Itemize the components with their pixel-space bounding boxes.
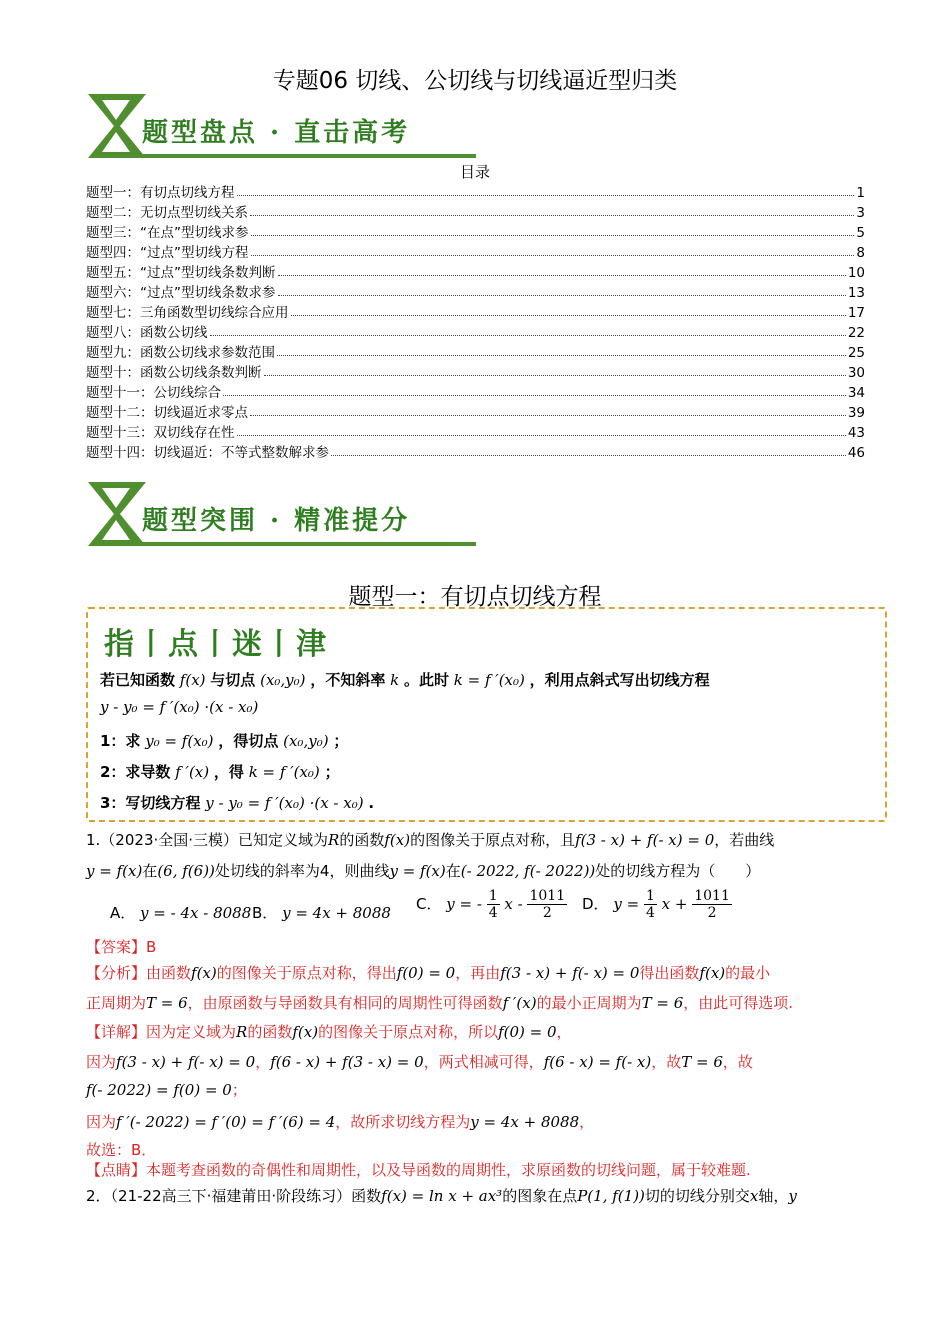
text: ， xyxy=(255,1053,271,1071)
section-title: 题型一：有切点切线方程 xyxy=(348,584,602,610)
toc-entry-label: 题型三：“在点”型切线求参 xyxy=(86,225,249,241)
analysis-line-2 xyxy=(86,992,793,1013)
math: x + xyxy=(661,895,688,913)
comment-line xyxy=(86,1159,751,1180)
text: 与切点 xyxy=(210,671,256,689)
detail-line-2 xyxy=(86,1051,753,1072)
math: y = 4x + 8088 xyxy=(282,904,391,922)
math: y - y₀ = f ′(x₀) ·(x - x₀) xyxy=(100,698,259,716)
toc-entry[interactable] xyxy=(86,241,865,261)
q1-line-1 xyxy=(86,829,774,850)
text: 处的切线方程为（ ） xyxy=(595,862,761,880)
tag: 【详解】 xyxy=(86,1023,147,1041)
hint-box xyxy=(86,607,887,822)
denominator: 2 xyxy=(707,905,717,921)
toc-entry-page: 43 xyxy=(847,425,865,441)
hint-line-2 xyxy=(100,698,258,716)
detail-line-3 xyxy=(86,1079,247,1100)
math: f(x) xyxy=(179,671,206,689)
text: ，两式相减可得， xyxy=(423,1053,544,1071)
toc-entry-page: 1 xyxy=(856,185,865,201)
math: y = 4x + 8088 xyxy=(470,1113,580,1131)
text: . xyxy=(368,794,375,812)
tag: 【分析】 xyxy=(86,964,147,982)
math: f(0) = 0 xyxy=(396,964,456,982)
text: 1.（2023·全国·三模）已知定义域为 xyxy=(86,831,329,849)
q1-line-2 xyxy=(86,860,760,881)
denominator: 2 xyxy=(542,905,552,921)
math: y = - 4x - 8088 xyxy=(140,904,252,922)
text: 1：求 xyxy=(100,732,141,750)
hint-step-2 xyxy=(100,761,340,782)
fraction xyxy=(644,888,657,921)
math: P(1, f(1)) xyxy=(577,1187,645,1205)
math: f(6 - x) + f(3 - x) = 0 xyxy=(270,1053,424,1071)
toc-entry[interactable] xyxy=(86,441,865,461)
denominator: 4 xyxy=(645,905,655,921)
hint-line-1 xyxy=(100,669,710,690)
text: 处切线的斜率为4，则曲线 xyxy=(214,862,390,880)
toc-entry-page: 25 xyxy=(847,345,865,361)
banner-text: 题型盘点 · 直击高考 xyxy=(142,118,411,148)
toc-entry[interactable] xyxy=(86,181,865,201)
toc-leader-dots xyxy=(278,295,846,296)
analysis-line-1 xyxy=(86,962,770,983)
toc-entry[interactable] xyxy=(86,221,865,241)
math: x - xyxy=(504,895,523,913)
math: f(x) xyxy=(191,964,217,982)
text: 的图像关于原点对称，且 xyxy=(410,831,576,849)
toc-entry-label: 题型五：“过点”型切线条数判断 xyxy=(86,265,276,281)
math: y = f(x) xyxy=(389,862,446,880)
hint-step-1 xyxy=(100,730,348,751)
text: ，利用点斜式写出切线方程 xyxy=(529,671,710,689)
toc-leader-dots xyxy=(250,215,854,216)
text: ，故所求切线方程为 xyxy=(335,1113,471,1131)
text: ， xyxy=(556,1023,572,1041)
toc-entry-label: 题型二：无切点型切线关系 xyxy=(86,205,248,221)
option-c[interactable] xyxy=(416,888,567,921)
option-label: C． xyxy=(416,895,442,913)
toc-entry[interactable] xyxy=(86,381,865,401)
toc-entry-label: 题型十：函数公切线条数判断 xyxy=(86,365,262,381)
fraction xyxy=(487,888,500,921)
banner-underline xyxy=(106,154,476,158)
math: R xyxy=(236,1023,248,1041)
math: f(0) = 0 xyxy=(498,1023,557,1041)
math: f(- 2022) = f(0) = 0 xyxy=(86,1081,232,1099)
text: ，由原函数与导函数具有相同的周期性可得函数 xyxy=(187,994,503,1012)
toc-entry-label: 题型四：“过点”型切线方程 xyxy=(86,245,249,261)
text: 在 xyxy=(445,862,461,880)
text: 的函数 xyxy=(339,831,385,849)
toc-entry[interactable] xyxy=(86,421,865,441)
option-a[interactable] xyxy=(110,902,251,923)
toc-leader-dots xyxy=(210,335,846,336)
text: 的图像关于原点对称，得出 xyxy=(216,964,397,982)
math: f(x) xyxy=(292,1023,319,1041)
toc-entry-page: 39 xyxy=(847,405,865,421)
answer: 【答案】B xyxy=(86,938,157,956)
table-of-contents xyxy=(86,181,865,461)
detail-line-4 xyxy=(86,1111,594,1132)
toc-leader-dots xyxy=(250,415,846,416)
math: f ′(x) xyxy=(502,994,537,1012)
toc-entry-label: 题型十三：双切线存在性 xyxy=(86,425,235,441)
math: f ′(- 2022) = f ′(0) = f ′(6) = 4 xyxy=(116,1113,336,1131)
text: 轴， xyxy=(758,1187,789,1205)
math: k xyxy=(390,671,400,689)
denominator: 4 xyxy=(488,905,498,921)
toc-entry-label: 题型七：三角函数型切线综合应用 xyxy=(86,305,289,321)
text: ， xyxy=(579,1113,595,1131)
math: (6, f(6)) xyxy=(157,862,215,880)
math: f(x) = ln x + ax³ xyxy=(381,1187,503,1205)
toc-entry-label: 题型九：函数公切线求参数范围 xyxy=(86,345,275,361)
toc-entry-label: 题型十二：切线逼近求零点 xyxy=(86,405,248,421)
math: f ′(x) xyxy=(175,763,210,781)
toc-heading: 目录 xyxy=(459,163,490,181)
text: 2：求导数 xyxy=(100,763,171,781)
toc-entry-page: 30 xyxy=(847,365,865,381)
text: 本题考查函数的奇偶性和周期性，以及导函数的周期性，求原函数的切线问题，属于较难题. xyxy=(146,1161,751,1179)
text: 的图像关于原点对称，所以 xyxy=(318,1023,499,1041)
text: 的函数 xyxy=(247,1023,293,1041)
text: 2．（21-22高三下·福建莆田·阶段练习）函数 xyxy=(86,1187,382,1205)
text: ，不知斜率 xyxy=(310,671,386,689)
math: f(3 - x) + f(- x) = 0 xyxy=(116,1053,256,1071)
option-label: A． xyxy=(110,904,136,922)
hint-step-3 xyxy=(100,792,374,813)
numerator: 1 xyxy=(488,888,498,904)
math: x xyxy=(749,1187,759,1205)
toc-entry[interactable] xyxy=(86,261,865,281)
math: f(3 - x) + f(- x) = 0 xyxy=(575,831,715,849)
numerator: 1011 xyxy=(694,888,730,904)
toc-entry[interactable] xyxy=(86,321,865,341)
text: 因为定义域为 xyxy=(146,1023,237,1041)
math: f(x) xyxy=(699,964,726,982)
numerator: 1 xyxy=(645,888,655,904)
toc-entry[interactable] xyxy=(86,361,865,381)
math: y = xyxy=(613,895,640,913)
choose-line: 故选：B． xyxy=(86,1141,157,1159)
toc-entry[interactable] xyxy=(86,401,865,421)
toc-entry-label: 题型一：有切点切线方程 xyxy=(86,185,235,201)
toc-leader-dots xyxy=(251,235,855,236)
option-label: D． xyxy=(582,895,609,913)
text: 由函数 xyxy=(146,964,192,982)
text: 正周期为 xyxy=(86,994,147,1012)
toc-entry-label: 题型八：函数公切线 xyxy=(86,325,208,341)
toc-entry[interactable] xyxy=(86,301,865,321)
text: 切的切线分别交 xyxy=(644,1187,750,1205)
fraction xyxy=(692,888,732,921)
toc-entry-page: 10 xyxy=(847,265,865,281)
math: k = f ′(x₀) xyxy=(453,671,525,689)
math: y - y₀ = f ′(x₀) ·(x - x₀) xyxy=(205,794,364,812)
text: 得出函数 xyxy=(639,964,700,982)
hint-title: 指丨点丨迷丨津 xyxy=(104,627,328,662)
toc-leader-dots xyxy=(237,435,846,436)
toc-leader-dots xyxy=(277,355,846,356)
toc-entry-page: 22 xyxy=(847,325,865,341)
text: ； xyxy=(324,763,340,781)
text: ； xyxy=(333,732,349,750)
text: 因为 xyxy=(86,1053,117,1071)
text: ，故 xyxy=(651,1053,682,1071)
banner-underline xyxy=(106,542,476,546)
math: f(x) xyxy=(384,831,411,849)
toc-entry-page: 34 xyxy=(847,385,865,401)
text: 的最小正周期为 xyxy=(536,994,642,1012)
banner-overview xyxy=(86,92,476,164)
math: y₀ = f(x₀) xyxy=(145,732,214,750)
banner-text: 题型突围 · 精准提分 xyxy=(142,506,411,536)
toc-entry-page: 5 xyxy=(856,225,865,241)
text: 的最小 xyxy=(725,964,771,982)
math: T = 6 xyxy=(681,1053,723,1071)
text: 的图象在点 xyxy=(502,1187,578,1205)
math: k = f ′(x₀) xyxy=(248,763,320,781)
toc-entry[interactable] xyxy=(86,201,865,221)
text: ，若曲线 xyxy=(714,831,775,849)
option-b[interactable] xyxy=(252,902,391,923)
text: ； xyxy=(231,1081,247,1099)
text: 若已知函数 xyxy=(100,671,176,689)
toc-leader-dots xyxy=(264,375,846,376)
math: y xyxy=(788,1187,797,1205)
math: (x₀,y₀) xyxy=(283,732,329,750)
math: y = f(x) xyxy=(86,862,143,880)
math: T = 6 xyxy=(641,994,684,1012)
math: f(3 - x) + f(- x) = 0 xyxy=(500,964,640,982)
math: (x₀,y₀) xyxy=(260,671,306,689)
math: y = - xyxy=(446,895,482,913)
text: 。此时 xyxy=(403,671,449,689)
toc-entry[interactable] xyxy=(86,341,865,361)
math: R xyxy=(328,831,340,849)
text: ，得切点 xyxy=(218,732,279,750)
toc-leader-dots xyxy=(237,195,855,196)
toc-leader-dots xyxy=(331,455,846,456)
fraction xyxy=(527,888,567,921)
text: ，由此可得选项. xyxy=(683,994,794,1012)
toc-entry-page: 8 xyxy=(856,245,865,261)
numerator: 1011 xyxy=(529,888,566,904)
detail-line-1 xyxy=(86,1021,572,1042)
text: 在 xyxy=(142,862,158,880)
banner-practice xyxy=(86,480,476,552)
math: f(6 - x) = f(- x) xyxy=(543,1053,652,1071)
toc-entry-page: 17 xyxy=(847,305,865,321)
toc-leader-dots xyxy=(251,255,855,256)
toc-entry-label: 题型十一：公切线综合 xyxy=(86,385,221,401)
document-title: 专题06 切线、公切线与切线逼近型归类 xyxy=(272,68,678,94)
text: ，得 xyxy=(213,763,244,781)
option-label: B． xyxy=(252,904,278,922)
toc-entry-page: 13 xyxy=(847,285,865,301)
q2-line-1 xyxy=(86,1185,797,1206)
text: ，再由 xyxy=(455,964,501,982)
text: ，故 xyxy=(722,1053,753,1071)
toc-entry-label: 题型十四：切线逼近：不等式整数解求参 xyxy=(86,445,329,461)
toc-entry-page: 3 xyxy=(856,205,865,221)
text: 3：写切线方程 xyxy=(100,794,201,812)
math: (- 2022, f(- 2022)) xyxy=(460,862,596,880)
tag: 【点睛】 xyxy=(86,1161,147,1179)
toc-leader-dots xyxy=(223,395,846,396)
toc-entry-page: 46 xyxy=(847,445,865,461)
option-d[interactable] xyxy=(582,888,732,921)
text: 因为 xyxy=(86,1113,117,1131)
toc-leader-dots xyxy=(291,315,846,316)
toc-leader-dots xyxy=(278,275,846,276)
toc-entry[interactable] xyxy=(86,281,865,301)
math: T = 6 xyxy=(146,994,188,1012)
toc-entry-label: 题型六：“过点”型切线条数求参 xyxy=(86,285,276,301)
